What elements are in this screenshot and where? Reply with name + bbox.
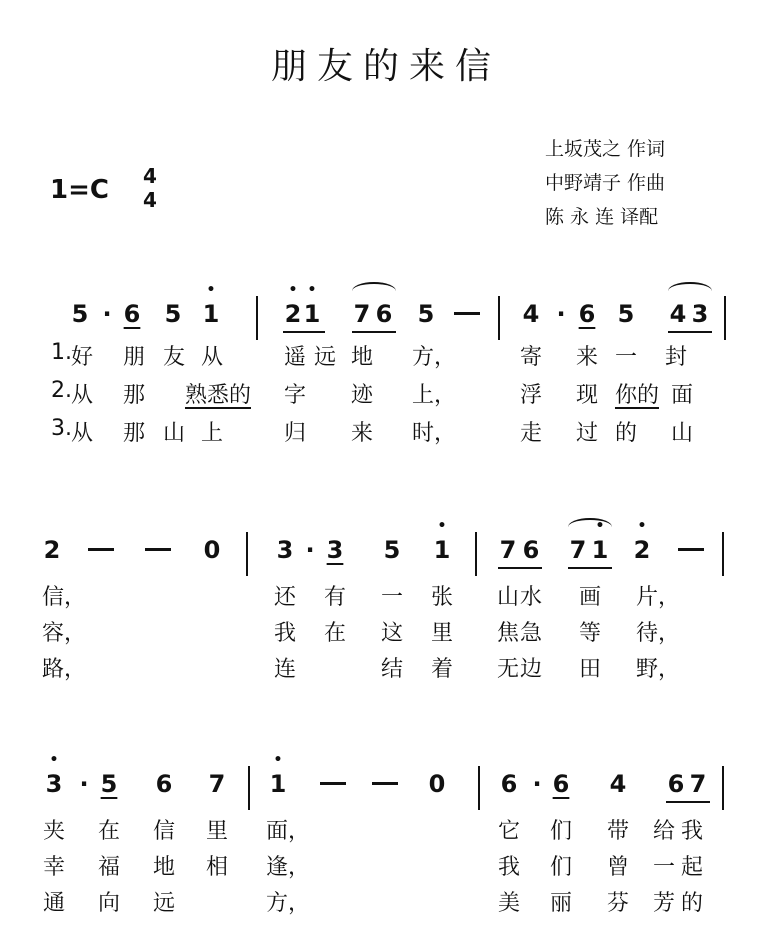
lyric: 急	[519, 621, 542, 646]
lyric: 字	[283, 383, 306, 408]
lyrics-verse-1	[0, 340, 772, 376]
lyric: 封	[664, 345, 687, 370]
lyric: 一	[614, 345, 637, 370]
lyric: 们	[549, 819, 572, 844]
note-dot: ·	[532, 770, 542, 798]
note: 5	[164, 300, 182, 328]
lyric: 信，	[42, 585, 87, 610]
underline-beam	[352, 331, 396, 333]
lyric: 着	[430, 657, 453, 682]
bar-line	[246, 532, 248, 576]
note: • 2	[281, 300, 305, 328]
lyrics-verse-3	[0, 886, 772, 922]
lyric: 上，	[412, 383, 457, 408]
lyric: 山	[670, 421, 693, 446]
lyric: 幸	[42, 855, 65, 880]
lyric: 在	[323, 621, 346, 646]
dash	[454, 312, 480, 315]
lyric: 从	[200, 345, 223, 370]
note: 6	[667, 770, 685, 798]
translator-credit: 陈 永 连 译配	[545, 206, 659, 228]
note: 4	[522, 300, 540, 328]
verse-number: 2.	[51, 378, 72, 403]
underline-beam	[568, 567, 612, 569]
lyric: 的	[614, 421, 637, 446]
lyric: 一	[380, 585, 403, 610]
note: 5	[383, 536, 401, 564]
lyric: 的	[228, 383, 251, 408]
lyric: 芳	[652, 891, 675, 916]
lyric: 那	[122, 383, 145, 408]
note: 6	[500, 770, 518, 798]
lyric: 一	[652, 855, 675, 880]
lyric: 过	[575, 421, 598, 446]
slur	[668, 282, 712, 300]
lyric: 在	[97, 819, 120, 844]
note-dot: ·	[102, 300, 112, 328]
lyric: 面，	[266, 819, 311, 844]
lyrics-verse-2	[0, 616, 772, 652]
bar-line	[478, 766, 480, 810]
lyric: 相	[205, 855, 228, 880]
lyric: 那	[122, 421, 145, 446]
lyric: 地	[350, 345, 373, 370]
note: • 1	[300, 300, 324, 328]
lyric: 遥	[283, 345, 306, 370]
lyric: 它	[497, 819, 520, 844]
note-dot: ·	[305, 536, 315, 564]
dash	[88, 548, 114, 551]
time-signature-bottom: 4	[143, 188, 157, 212]
bar-line	[722, 532, 724, 576]
dash	[145, 548, 171, 551]
note: 3	[326, 536, 344, 564]
lyric: 我	[497, 855, 520, 880]
dash	[372, 782, 398, 785]
lyric: 焦	[496, 621, 519, 646]
lyric: 你	[614, 383, 637, 408]
dash	[678, 548, 704, 551]
bar-line	[248, 766, 250, 810]
note: • 1	[588, 536, 612, 564]
slur	[352, 282, 396, 300]
lyric: 的	[636, 383, 659, 408]
note: 3	[276, 536, 294, 564]
note: • 1	[266, 770, 290, 798]
lyric: 的	[680, 891, 703, 916]
lyric: 从	[70, 383, 93, 408]
lyric: 起	[680, 855, 703, 880]
lyric: 山	[496, 585, 519, 610]
lyric: 等	[578, 621, 601, 646]
note: 5	[617, 300, 635, 328]
lyrics-verse-1	[0, 814, 772, 850]
composer-credit: 中野靖子 作曲	[545, 172, 666, 194]
note: 5	[417, 300, 435, 328]
note: • 3	[42, 770, 66, 798]
notes-row	[0, 292, 772, 336]
lyric: 连	[273, 657, 296, 682]
lyric: 通	[42, 891, 65, 916]
note: 7	[569, 536, 587, 564]
note: 4	[669, 300, 687, 328]
lyric: 水	[519, 585, 542, 610]
lyric: 画	[578, 585, 601, 610]
lyric: 迹	[350, 383, 373, 408]
verse-number: 3.	[51, 416, 72, 441]
note: 7	[499, 536, 517, 564]
lyric: 远	[313, 345, 336, 370]
note: 6	[123, 300, 141, 328]
note: 3	[691, 300, 709, 328]
lyric: 我	[680, 819, 703, 844]
lyric: 美	[497, 891, 520, 916]
lyric: 我	[273, 621, 296, 646]
lyric: 里	[430, 621, 453, 646]
lyrics-verse-1	[0, 580, 772, 616]
lyric: 们	[549, 855, 572, 880]
lyric: 向	[97, 891, 120, 916]
dash	[320, 782, 346, 785]
lyric: 无	[496, 657, 519, 682]
lyric: 里	[205, 819, 228, 844]
note: 6	[578, 300, 596, 328]
note: 7	[689, 770, 707, 798]
lyrics-verse-3	[0, 416, 772, 452]
verse-number: 1.	[51, 340, 72, 365]
lyric: 方，	[266, 891, 311, 916]
note: 4	[609, 770, 627, 798]
lyric: 友	[162, 345, 185, 370]
notes-row	[0, 762, 772, 806]
credits	[545, 132, 665, 234]
lyric: 山	[162, 421, 185, 446]
bar-line	[475, 532, 477, 576]
lyric: 上	[200, 421, 223, 446]
lyric: 有	[323, 585, 346, 610]
note-dot: ·	[556, 300, 566, 328]
note: 6	[375, 300, 393, 328]
lyric: 逢，	[266, 855, 311, 880]
bar-line	[498, 296, 500, 340]
lyric: 地	[152, 855, 175, 880]
underline-beam	[498, 567, 542, 569]
note: 2	[43, 536, 61, 564]
lyric: 远	[152, 891, 175, 916]
lyric: 这	[380, 621, 403, 646]
note: • 1	[430, 536, 454, 564]
underline-beam	[283, 331, 325, 333]
lyric: 现	[575, 383, 598, 408]
lyric: 曾	[606, 855, 629, 880]
lyric: 野，	[636, 657, 681, 682]
lyric: 来	[575, 345, 598, 370]
lyric: 熟	[184, 383, 207, 408]
lyric: 边	[519, 657, 542, 682]
note: • 1	[199, 300, 223, 328]
lyric: 福	[97, 855, 120, 880]
lyrics-verse-2	[0, 850, 772, 886]
bar-line	[722, 766, 724, 810]
lyric: 芬	[606, 891, 629, 916]
lyric: 信	[152, 819, 175, 844]
lyric: 寄	[519, 345, 542, 370]
lyric: 浮	[519, 383, 542, 408]
lyric: 路，	[42, 657, 87, 682]
lyrics-verse-3	[0, 652, 772, 688]
lyric: 朋	[122, 345, 145, 370]
lyric: 来	[350, 421, 373, 446]
lyric: 田	[578, 657, 601, 682]
note: 5	[71, 300, 89, 328]
lyric: 张	[430, 585, 453, 610]
lyric: 好	[70, 345, 93, 370]
lyric: 还	[273, 585, 296, 610]
lyric: 时，	[412, 421, 457, 446]
lyric: 片，	[636, 585, 681, 610]
lyric: 走	[519, 421, 542, 446]
lyric: 归	[283, 421, 306, 446]
note: 6	[552, 770, 570, 798]
song-title: 朋友的来信	[270, 46, 501, 87]
lyric: 待，	[636, 621, 681, 646]
time-signature-top: 4	[143, 164, 157, 188]
bar-line	[724, 296, 726, 340]
note: 7	[353, 300, 371, 328]
lyric: 带	[606, 819, 629, 844]
lyric: 从	[70, 421, 93, 446]
note: 6	[522, 536, 540, 564]
lyric: 容，	[42, 621, 87, 646]
note: 6	[155, 770, 173, 798]
note: 7	[208, 770, 226, 798]
lyric: 方，	[412, 345, 457, 370]
lyricist-credit: 上坂茂之 作词	[545, 138, 666, 160]
note: 0	[203, 536, 221, 564]
lyric: 悉	[206, 383, 229, 408]
lyric: 夹	[42, 819, 65, 844]
key-label: 1=C	[50, 175, 109, 205]
lyric: 结	[380, 657, 403, 682]
lyric: 面	[670, 383, 693, 408]
underline-beam	[668, 331, 712, 333]
note: 0	[428, 770, 446, 798]
note-dot: ·	[79, 770, 89, 798]
bar-line	[256, 296, 258, 340]
lyrics-verse-2	[0, 378, 772, 414]
lyric: 给	[652, 819, 675, 844]
note: 5	[100, 770, 118, 798]
notes-row	[0, 528, 772, 572]
lyric: 丽	[549, 891, 572, 916]
underline-beam	[666, 801, 710, 803]
note: • 2	[630, 536, 654, 564]
